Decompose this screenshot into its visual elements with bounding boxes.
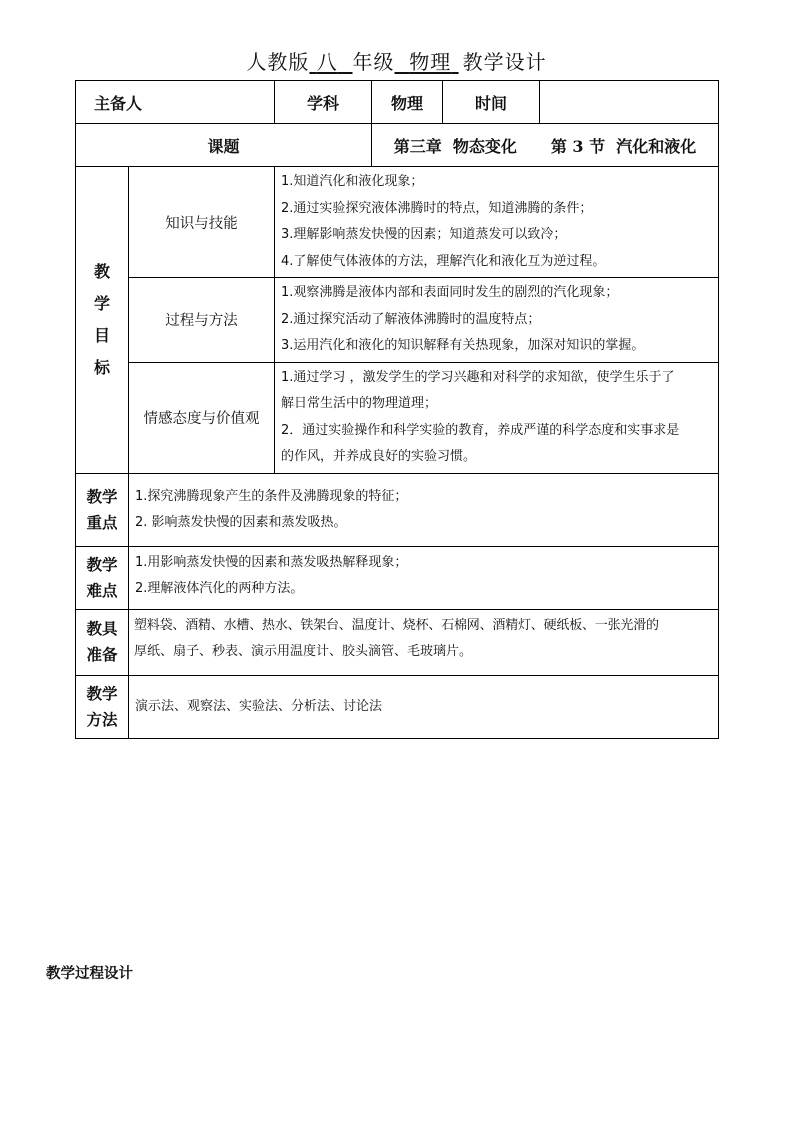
title-subject: 物理 bbox=[409, 50, 452, 74]
list-item: 的作风，并养成良好的实验习惯。 bbox=[281, 449, 477, 464]
methods-label: 教学 方法 bbox=[76, 675, 129, 738]
key-points-label: 教学 重点 bbox=[76, 473, 129, 546]
objective-row-knowledge bbox=[76, 167, 719, 278]
page-title bbox=[0, 46, 793, 75]
list-item: 1.用影响蒸发快慢的因素和蒸发吸热解释现象； bbox=[135, 554, 408, 570]
topic-row bbox=[76, 124, 719, 167]
time-label: 时间 bbox=[443, 81, 540, 124]
preparer-cell bbox=[76, 81, 275, 124]
key-points-content bbox=[129, 473, 719, 546]
key-points-row bbox=[76, 473, 719, 546]
list-item: 2.通过探究活动了解液体沸腾时的温度特点； bbox=[281, 311, 541, 327]
list-item: 1.观察沸腾是液体内部和表面同时发生的剧烈的汽化现象； bbox=[281, 285, 619, 300]
subject-value: 物理 bbox=[372, 81, 443, 124]
list-item: 2．通过实验操作和科学实验的教育，养成严谨的科学态度和实事求是 bbox=[281, 422, 680, 438]
materials-content bbox=[129, 609, 719, 675]
list-item: 2. 影响蒸发快慢的因素和蒸发吸热。 bbox=[135, 514, 347, 530]
objective-group-lines bbox=[275, 362, 719, 473]
materials-row bbox=[76, 609, 719, 675]
preparer-label: 主备人 bbox=[94, 93, 143, 113]
objectives-label: 教 学 目 标 bbox=[76, 167, 129, 474]
header-row bbox=[76, 81, 719, 124]
difficulties-label: 教学 难点 bbox=[76, 546, 129, 609]
title-suffix: 教学设计 bbox=[462, 50, 547, 74]
topic-chapter: 第三章 物态变化 bbox=[393, 136, 517, 156]
subject-label: 学科 bbox=[275, 81, 372, 124]
list-item: 4.了解使气体液体的方法，理解汽化和液化互为逆过程。 bbox=[281, 253, 606, 269]
list-item: 2.通过实验探究液体沸腾时的特点，知道沸腾的条件； bbox=[281, 200, 593, 216]
objective-group-lines bbox=[275, 278, 719, 363]
list-item: 解日常生活中的物理道理； bbox=[281, 396, 438, 411]
difficulties-row bbox=[76, 546, 719, 609]
methods-content: 演示法、观察法、实验法、分析法、讨论法 bbox=[129, 675, 719, 738]
list-item: 3.理解影响蒸发快慢的因素；知道蒸发可以致冷； bbox=[281, 227, 567, 242]
title-grade-suffix: 年级 bbox=[352, 50, 395, 74]
list-item: 1.探究沸腾现象产生的条件及沸腾现象的特征； bbox=[135, 488, 408, 504]
list-item: 1.知道汽化和液化现象； bbox=[281, 174, 424, 189]
list-item: 塑料袋、酒精、水槽、热水、铁架台、温度计、烧杯、石棉网、酒精灯、硬纸板、一张光滑的 bbox=[134, 617, 659, 633]
topic-label: 课题 bbox=[76, 124, 372, 167]
topic-section: 第 3 节 汽化和液化 bbox=[550, 136, 697, 156]
list-item: 厚纸、扇子、秒表、演示用温度计、胶头滴管、毛玻璃片。 bbox=[134, 643, 473, 659]
objective-group-name: 情感态度与价值观 bbox=[129, 362, 275, 473]
topic-value bbox=[372, 124, 719, 167]
list-item: 3.运用汽化和液化的知识解释有关热现象，加深对知识的掌握。 bbox=[281, 338, 645, 353]
objective-group-name: 知识与技能 bbox=[129, 167, 275, 278]
methods-row bbox=[76, 675, 719, 738]
materials-label: 教具 准备 bbox=[76, 609, 129, 675]
lesson-plan-table bbox=[75, 80, 719, 739]
process-title: 教学过程设计 bbox=[46, 966, 133, 982]
time-value[interactable] bbox=[540, 81, 719, 124]
objective-group-lines bbox=[275, 167, 719, 278]
objective-row-attitude bbox=[76, 362, 719, 473]
list-item: 2.理解液体汽化的两种方法。 bbox=[135, 580, 304, 596]
list-item: 1.通过学习 ，激发学生的学习兴趣和对科学的求知欲，使学生乐于了 bbox=[281, 369, 675, 385]
objective-group-name: 过程与方法 bbox=[129, 278, 275, 363]
title-prefix: 人教版 bbox=[246, 50, 310, 74]
objective-row-process bbox=[76, 278, 719, 363]
title-grade: 八 bbox=[316, 50, 338, 74]
difficulties-content bbox=[129, 546, 719, 609]
